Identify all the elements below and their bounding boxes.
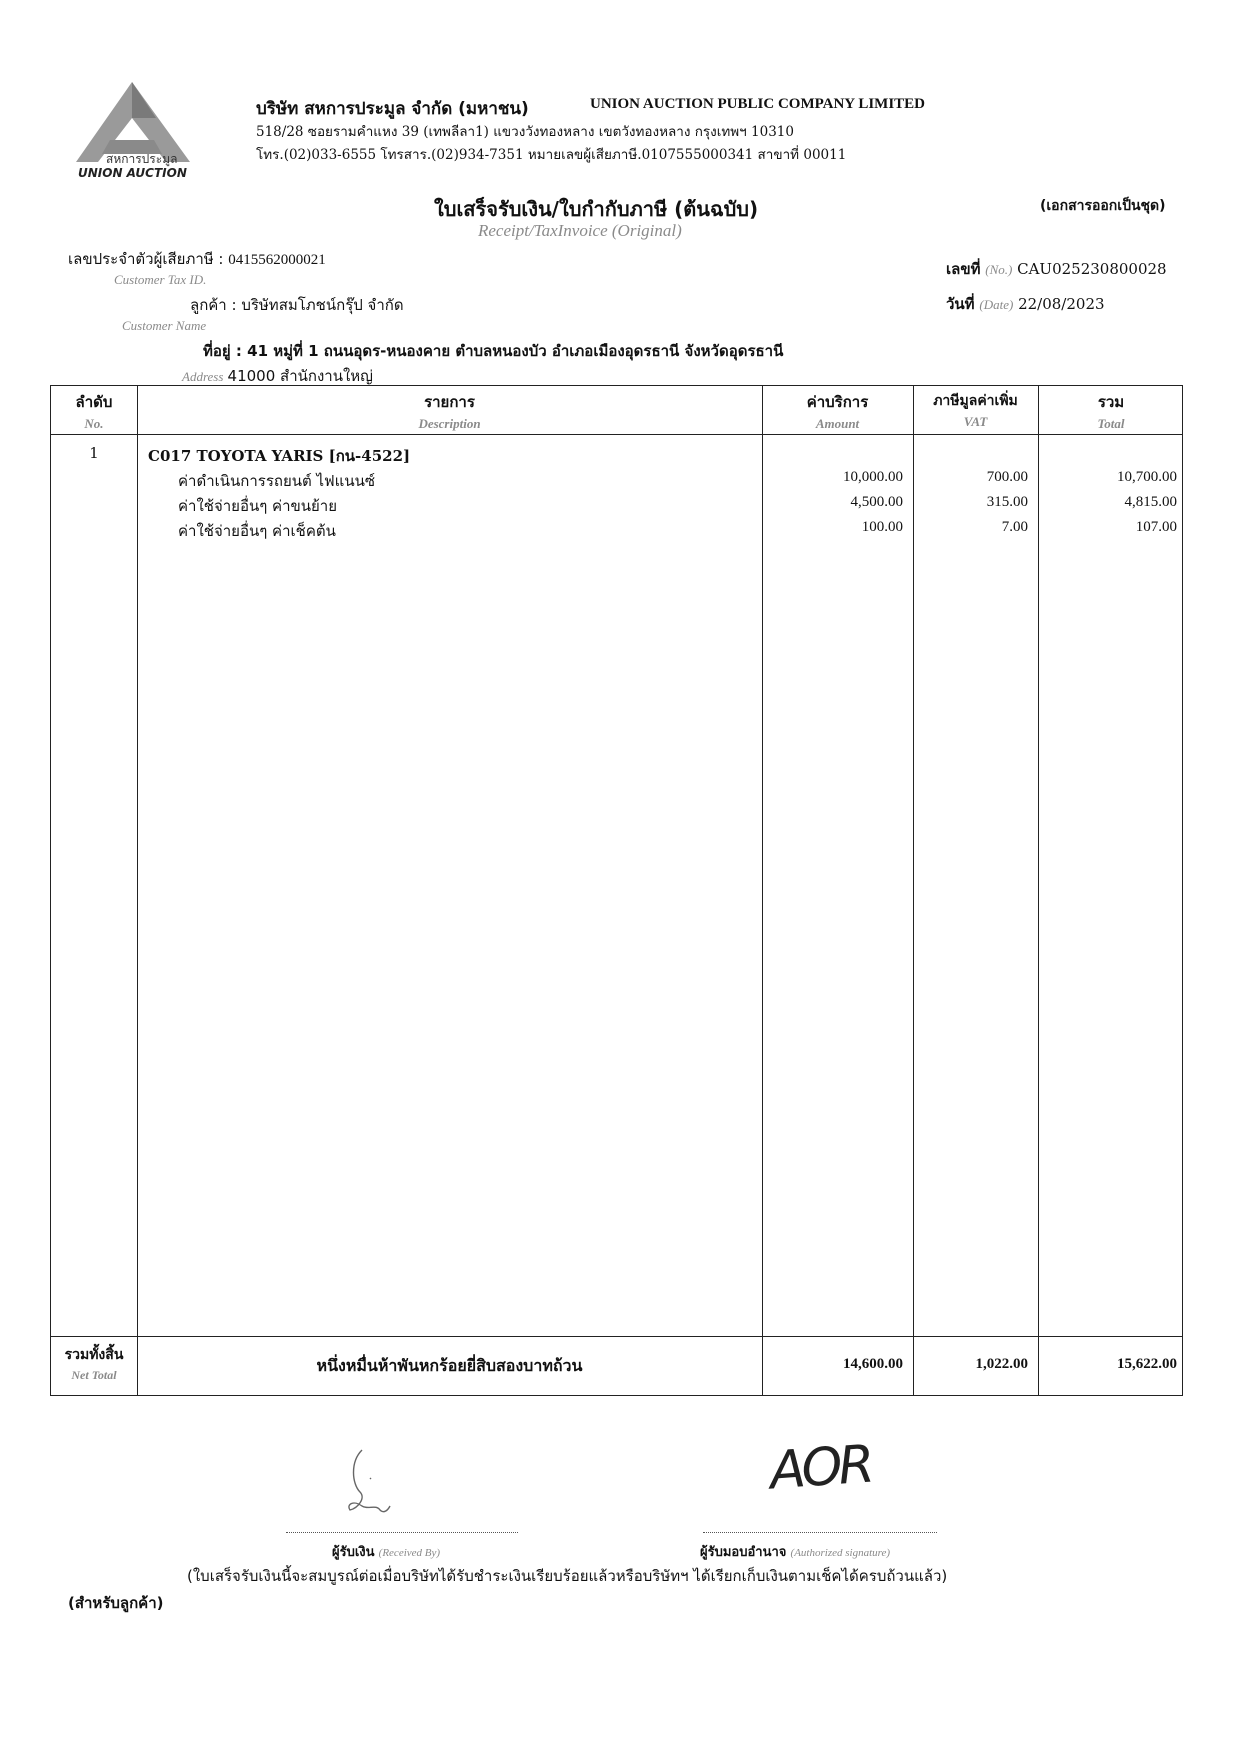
net-amount: 14,600.00 (843, 1356, 903, 1372)
header-amount-th: ค่าบริการ (806, 393, 869, 411)
row-amount: 100.00 (861, 519, 903, 535)
company-logo (70, 78, 200, 188)
customer-address-label-th: ที่อยู่ : (203, 342, 242, 360)
header-total (1038, 390, 1184, 432)
header-total-th: รวม (1097, 393, 1125, 411)
company-address: 518/28 ซอยรามคำแหง 39 (เทพลีลา1) แขวงวังทองหลาง เขตวังทองหลาง กรุงเทพฯ 10310 (256, 124, 794, 140)
items-table (50, 385, 1183, 1396)
amount-in-words: หนึ่งหมื่นห้าพันหกร้อยยี่สิบสองบาทถ้วน (316, 1356, 583, 1375)
customer-tax-label-en: Customer Tax ID. (114, 272, 207, 287)
header-no-th: ลำดับ (75, 393, 113, 411)
customer-tax-label (68, 247, 326, 271)
header-vat (913, 390, 1038, 430)
header-description-th: รายการ (424, 393, 475, 411)
document-number-label-en: (No.) (985, 262, 1013, 277)
received-by-signature-icon (340, 1444, 410, 1524)
row-total: 4,815.00 (1124, 494, 1177, 510)
customer-tax-value: 0415562000021 (228, 252, 326, 268)
company-name-en: UNION AUCTION PUBLIC COMPANY LIMITED (590, 96, 926, 112)
header-amount (762, 390, 913, 432)
header-description-en: Description (418, 416, 481, 431)
net-total-label (51, 1344, 137, 1383)
document-date-row (946, 292, 1105, 316)
document-set-note: (เอกสารออกเป็นชุด) (1040, 198, 1166, 214)
logo-text-en: UNION AUCTION (78, 166, 187, 180)
customer-name-label-th: ลูกค้า : (190, 296, 237, 314)
document-number-value: CAU025230800028 (1017, 260, 1167, 278)
header-amount-en: Amount (815, 416, 860, 431)
authorized-label-en: (Authorized signature) (790, 1547, 891, 1559)
row-description: ค่าดำเนินการรถยนต์ ไฟแนนซ์ (178, 472, 376, 490)
net-total: 15,622.00 (1117, 1356, 1177, 1372)
company-name-th: บริษัท สหการประมูล จำกัด (มหาชน) (256, 99, 529, 119)
header-no (51, 390, 137, 432)
row-amount: 10,000.00 (843, 469, 903, 485)
document-number-row (946, 257, 1167, 281)
row-description: ค่าใช้จ่ายอื่นๆ ค่าเช็คต้น (178, 522, 336, 540)
header-total-en: Total (1097, 416, 1125, 431)
authorized-signature-mark: AOR (768, 1434, 873, 1502)
customer-name-value: บริษัทสมโภชน์กรุ๊ป จำกัด (241, 296, 404, 314)
header-description (137, 390, 762, 432)
customer-address-value: 41 หมู่ที่ 1 ถนนอุดร-หนองคาย ตำบลหนองบัว อำเภอเมืองอุดรธานี จังหวัดอุดรธานี (247, 342, 784, 360)
row-total: 10,700.00 (1117, 469, 1177, 485)
customer-address-row (203, 339, 783, 363)
document-date-label-th: วันที่ (946, 295, 975, 313)
row-amount: 4,500.00 (850, 494, 903, 510)
received-by-line (286, 1532, 518, 1533)
header-vat-en: VAT (963, 414, 988, 429)
validity-note: (ใบเสร็จรับเงินนี้จะสมบูรณ์ต่อเมื่อบริษัทได้รับชำระเงินเรียบร้อยแล้วหรือบริษัทฯ ได้เรียกเก็บเงินตามเช็คได้ครบถ้วนแล้ว) (187, 1567, 948, 1585)
row-vat: 7.00 (1001, 519, 1028, 535)
item-group-title: C017 TOYOTA YARIS [กน-4522] (148, 447, 411, 465)
customer-address-label-en: Address (182, 369, 224, 384)
customer-name-label-en: Customer Name (122, 318, 207, 333)
customer-tax-label-th: เลขประจำตัวผู้เสียภาษี : (68, 250, 224, 268)
document-number-label-th: เลขที่ (946, 260, 981, 278)
authorized-line (703, 1532, 937, 1533)
document-title-en: Receipt/TaxInvoice (Original) (478, 221, 682, 240)
document-date-label-en: (Date) (979, 297, 1014, 312)
customer-name-row (190, 293, 404, 317)
customer-address-value2: 41000 สำนักงานใหญ่ (227, 367, 373, 385)
header-no-en: No. (84, 416, 104, 431)
authorized-label-th: ผู้รับมอบอำนาจ (700, 1545, 787, 1560)
document-title: ใบเสร็จรับเงิน/ใบกำกับภาษี (ต้นฉบับ) (434, 197, 759, 221)
row-description: ค่าใช้จ่ายอื่นๆ ค่าขนย้าย (178, 497, 338, 515)
received-by-label-th: ผู้รับเงิน (332, 1545, 375, 1560)
net-vat: 1,022.00 (975, 1356, 1028, 1372)
authorized-label (700, 1541, 890, 1562)
header-vat-th: ภาษีมูลค่าเพิ่ม (933, 393, 1018, 409)
row-vat: 700.00 (986, 469, 1028, 485)
company-contact: โทร.(02)033-6555 โทรสาร.(02)934-7351 หมายเลขผู้เสียภาษี.0107555000341 สาขาที่ 00011 (256, 147, 847, 163)
logo-text-th: สหการประมูล (106, 152, 178, 166)
net-total-label-en: Net Total (71, 1368, 117, 1382)
received-by-label-en: (Received By) (378, 1547, 441, 1559)
received-by-label (332, 1541, 440, 1562)
net-total-label-th: รวมทั้งสิ้น (64, 1347, 124, 1363)
document-date-value: 22/08/2023 (1018, 295, 1105, 313)
row-vat: 315.00 (986, 494, 1028, 510)
row-total: 107.00 (1135, 519, 1177, 535)
item-no: 1 (89, 444, 99, 462)
copy-for-note: (สำหรับลูกค้า) (68, 1594, 164, 1612)
